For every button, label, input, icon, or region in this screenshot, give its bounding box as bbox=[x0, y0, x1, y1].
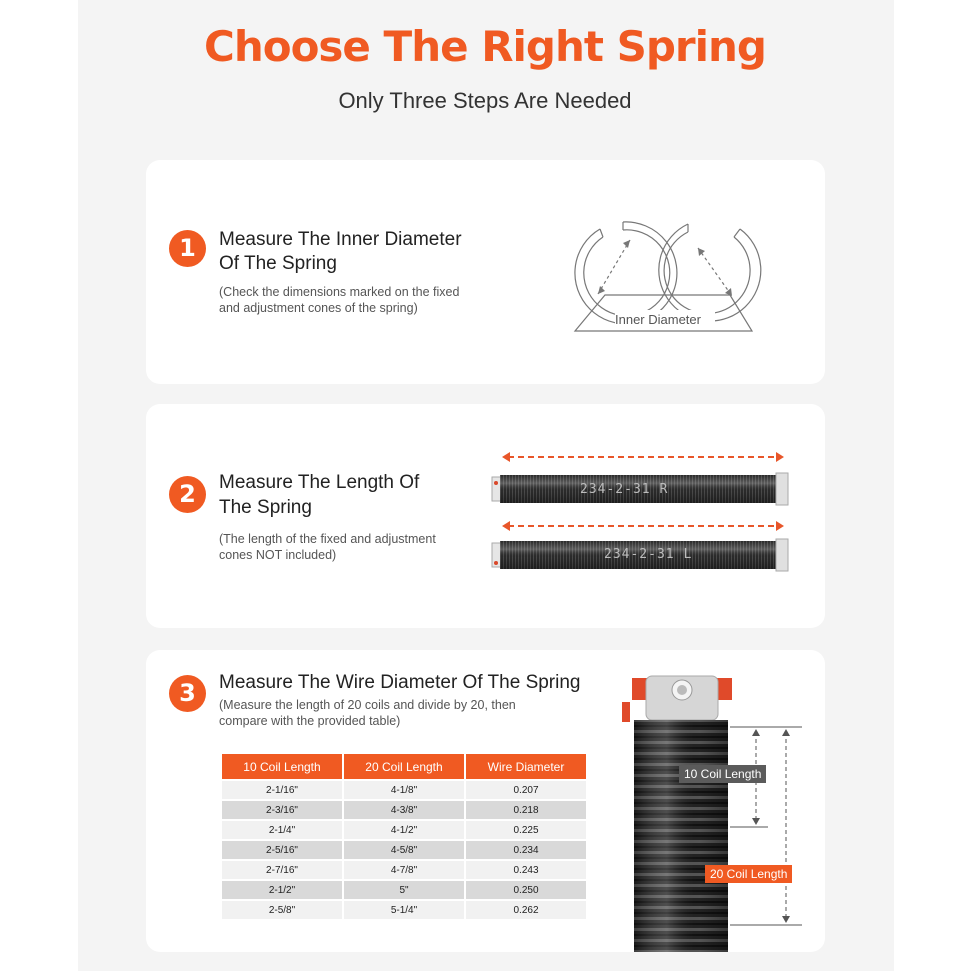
step-2-badge: 2 bbox=[169, 476, 206, 513]
table-row bbox=[222, 821, 586, 839]
page-title: Choose The Right Spring bbox=[204, 22, 766, 71]
spring-label-l: 234-2-31 L bbox=[604, 547, 693, 562]
step-3-badge: 3 bbox=[169, 675, 206, 712]
step-1-title-line1: Measure The Inner Diameter bbox=[219, 229, 462, 250]
table-row bbox=[222, 841, 586, 859]
table-header-20-coil: 20 Coil Length bbox=[344, 754, 464, 779]
table-cell: 0.225 bbox=[466, 821, 586, 839]
table-row bbox=[222, 861, 586, 879]
table-cell: 0.243 bbox=[466, 861, 586, 879]
table-cell: 2-1/2" bbox=[222, 881, 342, 899]
step-2-title-line1: Measure The Length Of bbox=[219, 472, 420, 493]
table-cell: 5-1/4" bbox=[344, 901, 464, 919]
table-cell: 0.218 bbox=[466, 801, 586, 819]
twenty-coil-length-label: 20 Coil Length bbox=[705, 865, 792, 883]
step-3-title: Measure The Wire Diameter Of The Spring bbox=[219, 672, 581, 693]
step-3-note-line1: (Measure the length of 20 coils and divide by 20, then bbox=[219, 698, 516, 712]
table-cell: 0.207 bbox=[466, 781, 586, 799]
wire-diameter-spring-diagram bbox=[618, 672, 808, 952]
step-1-title-line2: Of The Spring bbox=[219, 253, 337, 274]
table-header-wire-diameter: Wire Diameter bbox=[466, 754, 586, 779]
table-cell: 2-3/16" bbox=[222, 801, 342, 819]
wire-diameter-table bbox=[220, 752, 588, 921]
step-2-title-line2: The Spring bbox=[219, 497, 312, 518]
table-cell: 0.262 bbox=[466, 901, 586, 919]
table-cell: 2-1/16" bbox=[222, 781, 342, 799]
step-1-badge: 1 bbox=[169, 230, 206, 267]
table-cell: 2-1/4" bbox=[222, 821, 342, 839]
table-cell: 4-1/2" bbox=[344, 821, 464, 839]
step-2-note-line1: (The length of the fixed and adjustment bbox=[219, 532, 436, 546]
table-cell: 2-7/16" bbox=[222, 861, 342, 879]
table-header-row bbox=[222, 754, 586, 779]
table-header-10-coil: 10 Coil Length bbox=[222, 754, 342, 779]
table-cell: 4-5/8" bbox=[344, 841, 464, 859]
inner-diameter-label: Inner Diameter bbox=[615, 312, 701, 327]
table-cell: 0.250 bbox=[466, 881, 586, 899]
table-cell: 4-3/8" bbox=[344, 801, 464, 819]
step-1-note-line2: and adjustment cones of the spring) bbox=[219, 301, 418, 315]
spring-label-r: 234-2-31 R bbox=[580, 482, 669, 497]
step-3-note-line2: compare with the provided table) bbox=[219, 714, 401, 728]
table-cell: 4-1/8" bbox=[344, 781, 464, 799]
page-subtitle: Only Three Steps Are Needed bbox=[338, 88, 632, 113]
table-cell: 2-5/16" bbox=[222, 841, 342, 859]
step-2-note-line2: cones NOT included) bbox=[219, 548, 337, 562]
table-row bbox=[222, 901, 586, 919]
table-row bbox=[222, 781, 586, 799]
ten-coil-length-label: 10 Coil Length bbox=[679, 765, 766, 783]
table-cell: 4-7/8" bbox=[344, 861, 464, 879]
step-1-note-line1: (Check the dimensions marked on the fixed bbox=[219, 285, 460, 299]
table-row bbox=[222, 801, 586, 819]
table-cell: 5" bbox=[344, 881, 464, 899]
table-row bbox=[222, 881, 586, 899]
spring-length-diagram bbox=[486, 445, 806, 585]
table-cell: 2-5/8" bbox=[222, 901, 342, 919]
table-cell: 0.234 bbox=[466, 841, 586, 859]
